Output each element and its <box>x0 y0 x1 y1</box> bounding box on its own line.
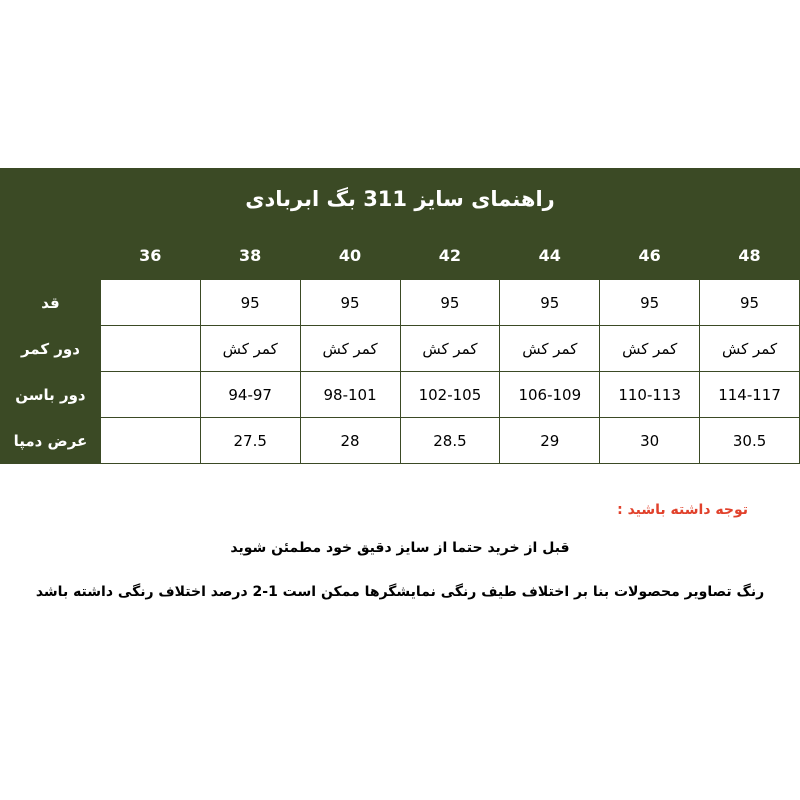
measure-cell: 95 <box>700 280 800 326</box>
measure-cell-empty <box>100 372 200 418</box>
row-label: قد <box>1 280 101 326</box>
page-title: راهنمای سایز 311 بگ ابربادی <box>245 187 555 211</box>
notice-line-1: قبل از خرید حتما از سایز دقیق خود مطمئن شوید <box>230 540 570 556</box>
measure-cell: 110-113 <box>600 372 700 418</box>
measure-cell: 114-117 <box>700 372 800 418</box>
measure-cell: کمر کش <box>500 326 600 372</box>
table-row <box>1 326 800 372</box>
notes-section <box>0 502 800 600</box>
row-label: دور کمر <box>1 326 101 372</box>
size-header-cell: 48 <box>700 231 800 280</box>
measure-cell: 95 <box>600 280 700 326</box>
corner-cell <box>1 231 101 280</box>
size-header-cell: 42 <box>400 231 500 280</box>
measure-cell: 95 <box>500 280 600 326</box>
measure-cell: 29 <box>500 418 600 464</box>
table-row <box>1 280 800 326</box>
size-header-cell: 36 <box>100 231 200 280</box>
row-label: عرض دمپا <box>1 418 101 464</box>
measure-cell: 27.5 <box>200 418 300 464</box>
measure-cell: 98-101 <box>300 372 400 418</box>
measure-cell: کمر کش <box>600 326 700 372</box>
notice-heading: توجه داشته باشید : <box>617 502 748 518</box>
table-header-row <box>1 231 800 280</box>
measure-cell-empty <box>100 280 200 326</box>
table-row <box>1 418 800 464</box>
measure-cell-empty <box>100 326 200 372</box>
measure-cell: 30.5 <box>700 418 800 464</box>
size-header-cell: 46 <box>600 231 700 280</box>
size-guide-sheet <box>0 168 800 464</box>
measure-cell: 102-105 <box>400 372 500 418</box>
measure-cell: 95 <box>200 280 300 326</box>
measure-cell: 28 <box>300 418 400 464</box>
size-header-cell: 44 <box>500 231 600 280</box>
measure-cell: کمر کش <box>700 326 800 372</box>
row-label: دور باسن <box>1 372 101 418</box>
measure-cell: 30 <box>600 418 700 464</box>
measure-cell: کمر کش <box>200 326 300 372</box>
measure-cell: کمر کش <box>400 326 500 372</box>
size-header-cell: 40 <box>300 231 400 280</box>
measure-cell: کمر کش <box>300 326 400 372</box>
measure-cell: 95 <box>300 280 400 326</box>
measure-cell: 106-109 <box>500 372 600 418</box>
table-row <box>1 372 800 418</box>
measure-cell-empty <box>100 418 200 464</box>
notice-line-2: رنگ تصاویر محصولات بنا بر اختلاف طیف رنگی نمایشگرها ممکن است 1-2 درصد اختلاف رنگی داشته باشد <box>35 584 765 600</box>
measure-cell: 95 <box>400 280 500 326</box>
measure-cell: 28.5 <box>400 418 500 464</box>
measure-cell: 94-97 <box>200 372 300 418</box>
size-table <box>0 230 800 464</box>
size-header-cell: 38 <box>200 231 300 280</box>
size-guide-title-bar <box>0 168 800 230</box>
